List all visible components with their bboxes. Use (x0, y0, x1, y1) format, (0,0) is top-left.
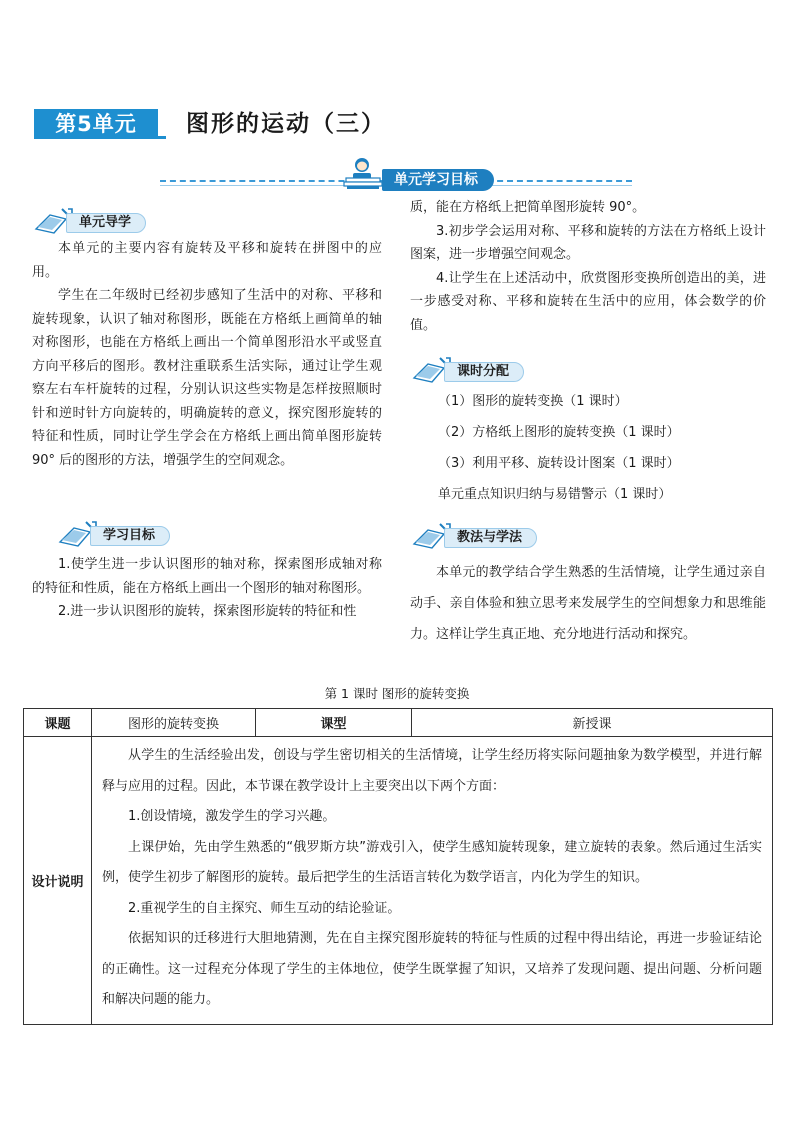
unit-title: 图形的运动（三） (186, 111, 386, 137)
design-content (92, 737, 773, 1025)
schedule-item-3: （3）利用平移、旋转设计图案（1 课时） (438, 456, 680, 471)
schedule-item-2: （2）方格纸上图形的旋转变换（1 课时） (438, 425, 680, 440)
intro-para-1: 本单元的主要内容有旋转及平移和旋转在拼图中的应用。 (32, 241, 382, 280)
schedule-item-1: （1）图形的旋转变换（1 课时） (438, 394, 628, 409)
unit-goal-label: 单元学习目标 (382, 169, 494, 191)
topic-value: 图形的旋转变换 (92, 709, 256, 737)
type-value: 新授课 (412, 709, 773, 737)
intro-para-2: 学生在二年级时已经初步感知了生活中的对称、平移和旋转现象，认识了轴对称图形，既能在方格纸上画简单的轴对称图形，也能在方格纸上画出一个简单图形沿水平或竖直方向平移后的图形。教材注重联系生活实际，通过让学生观察左右车杆旋转的过程，分别认识这些实物是怎样按照顺时针和逆时针方向旋转的，明确旋转的意义，探究图形旋转的特征和性质，同时让学生学会在方格纸上画出简单图形旋转 90° 后的图形的方法，增强学生的空间观念。 (32, 288, 382, 468)
header-design-label: 设计说明 (24, 737, 92, 1025)
goals-text (32, 553, 382, 624)
intro-text (32, 237, 382, 472)
lesson-table (23, 708, 773, 1025)
goal-item-4: 4.让学生在上述活动中，欣赏图形变换所创造出的美，进一步感受对称、平移和旋转在生活中的应用，体会数学的价值。 (410, 270, 766, 333)
header-topic-label: 课题 (24, 709, 92, 737)
section-title-schedule: 课时分配 (444, 362, 524, 382)
lesson-caption: 第 1 课时 图形的旋转变换 (324, 686, 470, 701)
design-para-3: 上课伊始，先由学生熟悉的“俄罗斯方块”游戏引入，使学生感知旋转现象，建立旋转的表象。然后通过生活实例，使学生初步了解图形的旋转。最后把学生的生活语言转化为数学语言，内化为学生的知识。 (102, 839, 762, 885)
section-title-method: 教法与学法 (444, 528, 537, 548)
goals-text-continued (410, 196, 766, 337)
design-para-4: 2.重视学生的自主探究、师生互动的结论验证。 (128, 900, 401, 916)
design-para-2: 1.创设情境，激发学生的学习兴趣。 (128, 809, 336, 824)
student-reading-icon (338, 156, 388, 190)
unit-badge: 第5单元 (34, 109, 158, 139)
goal-item-1: 1.使学生进一步认识图形的轴对称，探索图形成轴对称的特征和性质，能在方格纸上画出一个图形的轴对称图形。 (32, 557, 382, 596)
design-para-5: 依据知识的迁移进行大胆地猜测，先在自主探究图形旋转的特征与性质的过程中得出结论，再进一步验证结论的正确性。这一过程充分体现了学生的主体地位，使学生既掌握了知识，又培养了发现问题、提出问题、分析问题和解决问题的能力。 (102, 931, 762, 1007)
section-title-goals: 学习目标 (90, 526, 170, 546)
method-para: 本单元的教学结合学生熟悉的生活情境，让学生通过亲自动手、亲自体验和独立思考来发展学生的空间想象力和思维能力。这样让学生真正地、充分地进行活动和探究。 (410, 565, 766, 642)
lesson-header-row (24, 709, 773, 737)
design-para-1: 从学生的生活经验出发，创设与学生密切相关的生活情境，让学生经历将实际问题抽象为数学模型，并进行解释与应用的过程。因此，本节课在教学设计上主要突出以下两个方面： (102, 748, 762, 794)
section-title-intro: 单元导学 (66, 213, 146, 233)
goal-item-2: 2.进一步认识图形的旋转，探索图形旋转的特征和性 (58, 604, 357, 619)
lesson-design-row (24, 737, 773, 1025)
header-type-label: 课型 (256, 709, 412, 737)
goal-item-3: 3.初步学会运用对称、平移和旋转的方法在方格纸上设计图案，进一步增强空间观念。 (410, 223, 766, 262)
unit-badge-accent (158, 136, 166, 139)
unit-goal-banner (160, 156, 632, 192)
goal-item-2-cont: 质，能在方格纸上把简单图形旋转 90°。 (410, 200, 646, 215)
schedule-item-4: 单元重点知识归纳与易错警示（1 课时） (438, 487, 672, 502)
method-text (410, 557, 766, 650)
